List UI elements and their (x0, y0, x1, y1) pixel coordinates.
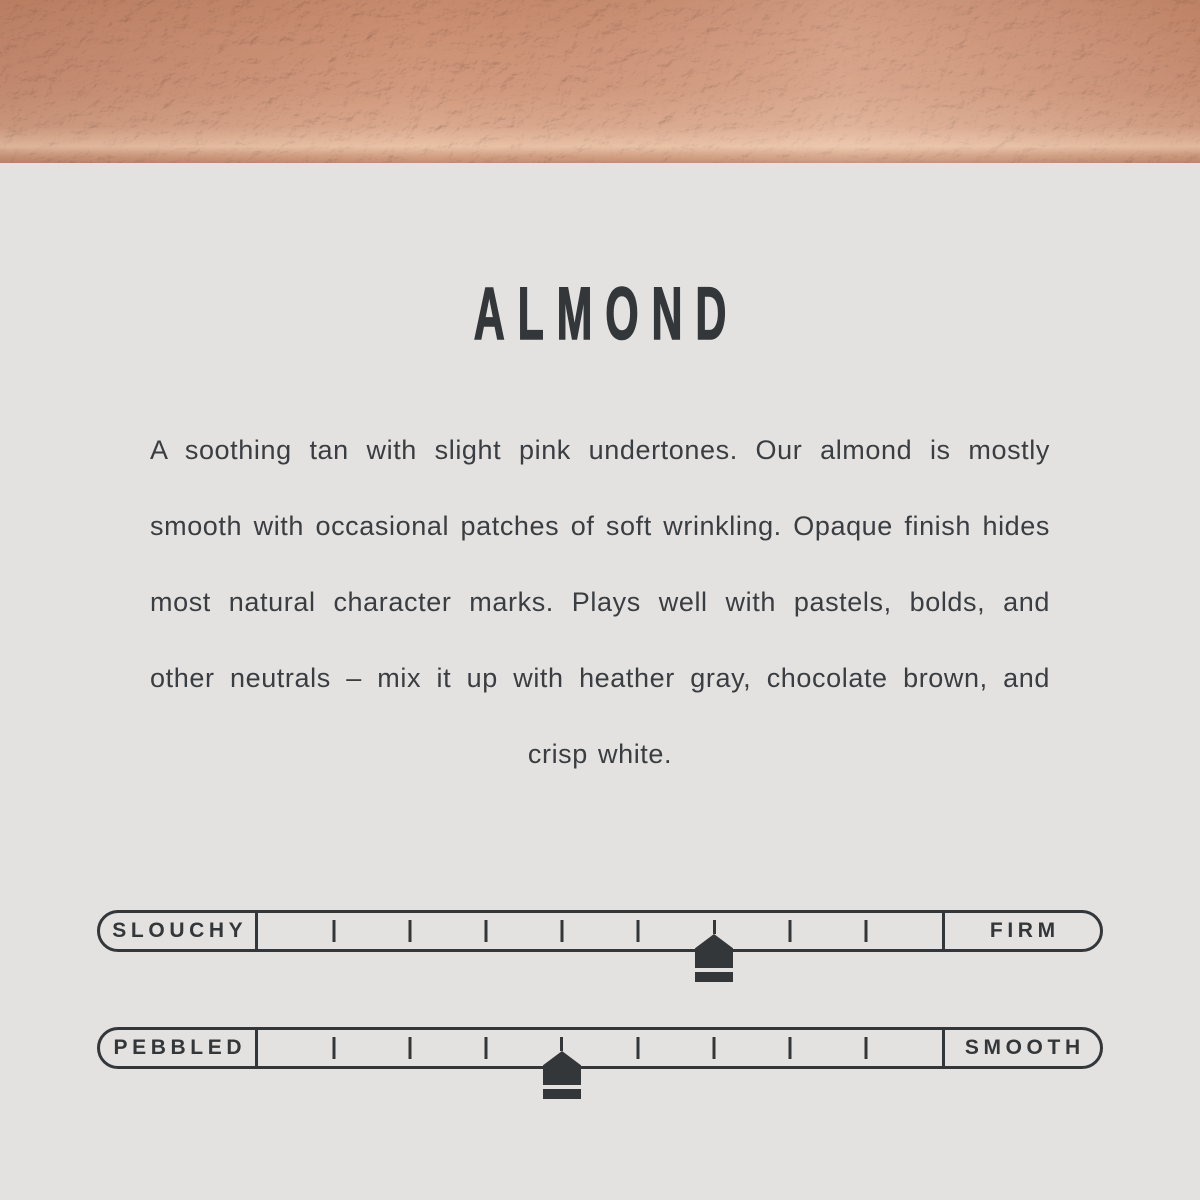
firmness-scale (97, 910, 1103, 952)
scale-marker-indicator (695, 920, 733, 982)
page-title-row (0, 272, 1200, 355)
firmness-scale-track (258, 913, 942, 949)
scale-left-label-pebbled: PEBBLED (100, 1030, 258, 1066)
scale-tick (789, 1037, 792, 1059)
scale-tick (332, 1037, 335, 1059)
marker-stem (713, 920, 716, 934)
texture-scale (97, 1027, 1103, 1069)
scale-left-label-slouchy: SLOUCHY (100, 913, 258, 949)
marker-bar (543, 1089, 581, 1099)
scale-tick (485, 1037, 488, 1059)
scale-right-label-firm: FIRM (942, 913, 1100, 949)
scale-tick (713, 1037, 716, 1059)
leather-texture-image (0, 0, 1200, 163)
scale-tick (637, 920, 640, 942)
scale-tick (408, 1037, 411, 1059)
color-description: A soothing tan with slight pink undertones. Our almond is mostly smooth with occasional patches of soft wrinkling. Opaque finish hides most natural character marks. Plays well with pastels, bolds, and other neutrals – mix it up with heather gray, chocolate brown, and crisp white. (150, 435, 1050, 769)
scale-tick (637, 1037, 640, 1059)
scale-tick (560, 920, 563, 942)
scale-tick (485, 920, 488, 942)
scale-tick (332, 920, 335, 942)
scale-marker-indicator (543, 1037, 581, 1099)
marker-stem (560, 1037, 563, 1051)
marker-bar (695, 972, 733, 982)
page-title: ALMOND (473, 272, 740, 355)
marker-arrow-icon (695, 934, 733, 968)
texture-scale-track (258, 1030, 942, 1066)
scale-right-label-smooth: SMOOTH (942, 1030, 1100, 1066)
leather-swatch-photo (0, 0, 1200, 163)
scale-tick (864, 1037, 867, 1059)
scale-tick (864, 920, 867, 942)
marker-arrow-icon (543, 1051, 581, 1085)
scale-tick (408, 920, 411, 942)
scale-tick (789, 920, 792, 942)
